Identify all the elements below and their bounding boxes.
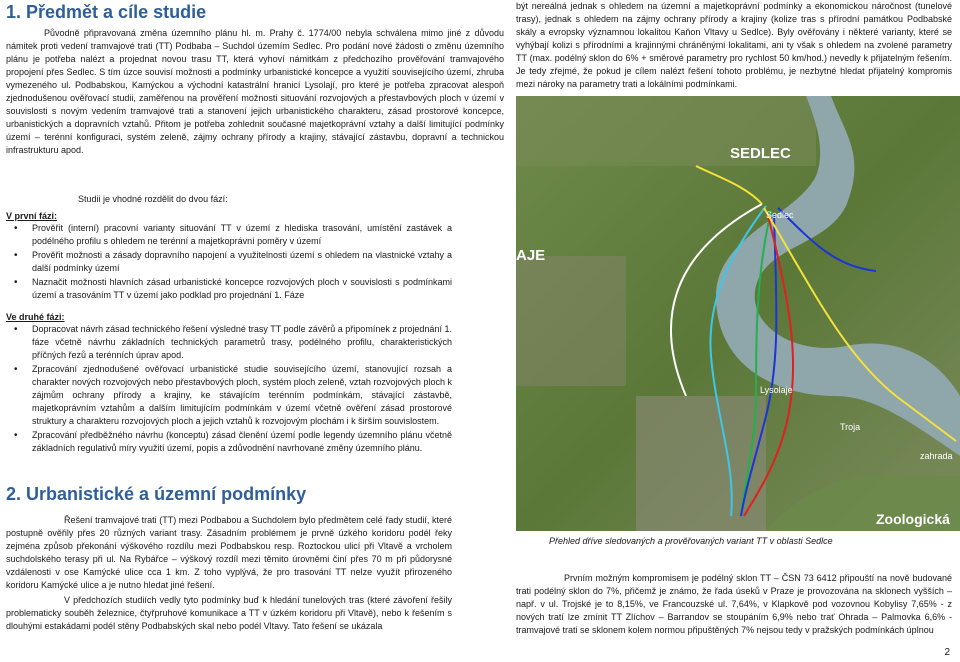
aerial-map-svg [516,96,960,531]
phases-intro: Studii je vhodné rozdělit do dvou fází: [78,194,228,204]
right-paragraph: být nereálná jednak s ohledem na územní a majetkoprávní podmínky a ekonomickou náročnost (tunelové trasy), jednak s ohledem na zájmy ochrany přírody a krajiny (kolize tras s přírodní památkou Podbabské skály a evropsky významnou lokalitou Kaňon Vltavy u Sedlce). Byly ověřovány i některé varianty, které se vyhýbají kolizi s přírodními a krajinnými chráněnými lokalitami, ani ty však s ohledem na zvolené parametry TT (max. podélný sklon do 6% + směrové parametry pro rychlost 50 km/hod.) nevedly k přijatelným řešením. Je tedy zřejmé, že pokud je cílem nalézt řešení tohoto problému, je nezbytné hledat přijatelný kompromis mezi nároky na parametry trati a lokálními podmínkami. [516,1,952,89]
page-number: 2 [944,647,950,658]
map-label-troja: Troja [840,422,861,432]
list-item: • Prověřit možnosti a zásady dopravního napojení a využitelnosti území s ohledem na vlastnické vztahy a další podmínky území [6,249,452,275]
section2-paragraph: Řešení tramvajové trati (TT) mezi Podbabou a Suchdolem bylo předmětem celé řady studií, které postupně ověřily přes 20 různých variant trasy. Zásadním problémem je prvně úzkého koridoru podél řeky zejména způsob překonání výškového rozdílu mezi Podbabskou resp. Roztockou ulicí při Vltavě a vrcholem suchdolského terasy při ul. Na Rybářce – výškový rozdíl mezi těmito úrovněmi činí přes 70 m při půdorysné vzdálenosti v ose Kamýcké ulice cca 1 km. Z toho vyplývá, že pro trasování TT nelze využít přirozeného koridoru Kamýcké ulice a je nutno hledat jiné řešení. [6,515,452,590]
map-label-lysolaje: Lysolaje [760,385,793,395]
map-label-sedlec-big: SEDLEC [730,145,791,162]
list-item: • Dopracovat návrh zásad technického řešení výsledné trasy TT podle závěrů a připomínek z projednání 1. fáze včetně návrhu základních technických parametrů trasy, podélného profilu, charakteristických příčných řezů a terénních úprav apod. [6,323,452,362]
list-item: • Zpracování zjednodušené ověřovací urbanistické studie souvisejícího území, stanovující rozsah a charakter nových rozvojových nebo přestavbových ploch, systém ploch zeleně, vztah rozvojových ploch k zájmům ochrany přírody a krajiny, ke stávajícím terénním podmínkám, stávající zástavbě, majetkoprávním vztahům a dalším limitujícím podmínkám v území včetně ověření zásad prostorové struktury a charakteru rozvojových ploch a jejich vztahů k rozvojovým plochám i k širším souvislostem. [6,363,452,428]
heading-urbanisticke-podminky: 2. Urbanistické a územní podmínky [6,484,307,504]
list-item: • Zpracování předběžného návrhu (konceptu) zásad členění území podle legendy územního plánu včetně základních regulativů míry využití území, popis a zdůvodnění navrhované změny územního plánu. [6,429,452,455]
list-item: • Prověřit (interní) pracovní varianty situování TT v území z hlediska trasování, umístění zastávek a podélného profilu s ohledem ne terénní a majetkoprávní poměry v území [6,222,452,248]
map-label-zoo: Zoologická [876,511,950,527]
section2-paragraph2: V předchozích studiích vedly tyto podmínky buď k hledání tunelových tras (které závoření řešily problematicky souběh železnice, čtyřpruhové komunikace a TT v úzkém koridoru při Vltavě), nebo k řešením s dlouhými estakádami podél stěny Podbabských skal nebo podél Vltavy. Tato řešení se ukázala [6,595,452,631]
list-item: • Naznačit možnosti hlavních zásad urbanistické koncepce rozvojových ploch v souvislosti s podmínkami území a trasováním TT v území jako podklad pro projednání 1. Fáze [6,276,452,302]
phase2-title: Ve druhé fázi: [6,312,65,322]
aerial-map-figure [516,96,960,531]
phase1-list [6,222,452,303]
figure-caption: Přehled dříve sledovaných a prověřovaných variant TT v oblasti Sedlce [549,536,833,546]
right-paragraph2: Prvním možným kompromisem je podélný sklon TT – ČSN 73 6412 připouští na nově budované trati podélný sklon do 7%, přičemž je známo, že řada úseků v Praze je provozována na sklonech vyšších – např. v ul. Trojské je to 8,15%, ve Francouzské ul. 7,64%, v Klapkově pod vozovnou Kobylisy 7,65% - z nových tratí lze zmínit TT Zlíchov – Barrandov se stoupáním 6,9% nebo trať Ohrada – Palmovka 6,6% - tramvajové trati se sklonem kolem normou připuštěných 7% nejsou tedy v pražských podmínkách úplnou [516,573,952,635]
map-label-sedlec-small: Sedlec [766,210,794,220]
map-label-zahrada: zahrada [920,451,953,461]
phase2-list [6,323,452,456]
intro-paragraph: Původně připravovaná změna územního plánu hl. m. Prahy č. 1774/00 nebyla schválena mimo jiné z důvodu námitek proti vedení tramvajové trati (TT) Podbaba – Suchdol územím Sedlec. Pro podání nové žádosti o změnu územního plánu je potřeba nalézt a projednat novou trasu TT, která vyhoví námitkám z předchozího prověřování tramvajového propojení přes Sedlec. S tím úzce souvisí možnosti a podmínky urbanistické koncepce a využití souvisejícího území, zhruba vymezeného ul. Podbabskou, Kamýckou a východní katastrální hranicí Lysolají, pro které je potřeba zpracovat alespoň zjednodušenou ověřovací studii, zaměřenou na prověření možnosti situování rozvojových a přestavbových ploch v území v souvislosti s novým vedením tramvajové trati a stanovení jejich urbanistického charakteru, zásad prostorové koncepce, urbanistických a dopravních vztahů. Přitom je potřeba zohlednit současné majetkoprávní vztahy a další limitující podmínky území – terénní konfiguraci, systém zeleně, zájmy ochrany přírody a krajiny, stávající zástavbu, dopravní a technickou infrastrukturu apod. [6,28,504,155]
phase1-title: V první fázi: [6,211,58,221]
map-label-suchdol: AJE [516,247,546,264]
heading-predmet-a-cile: 1. Předmět a cíle studie [6,2,207,22]
map-urban-left [516,256,626,386]
